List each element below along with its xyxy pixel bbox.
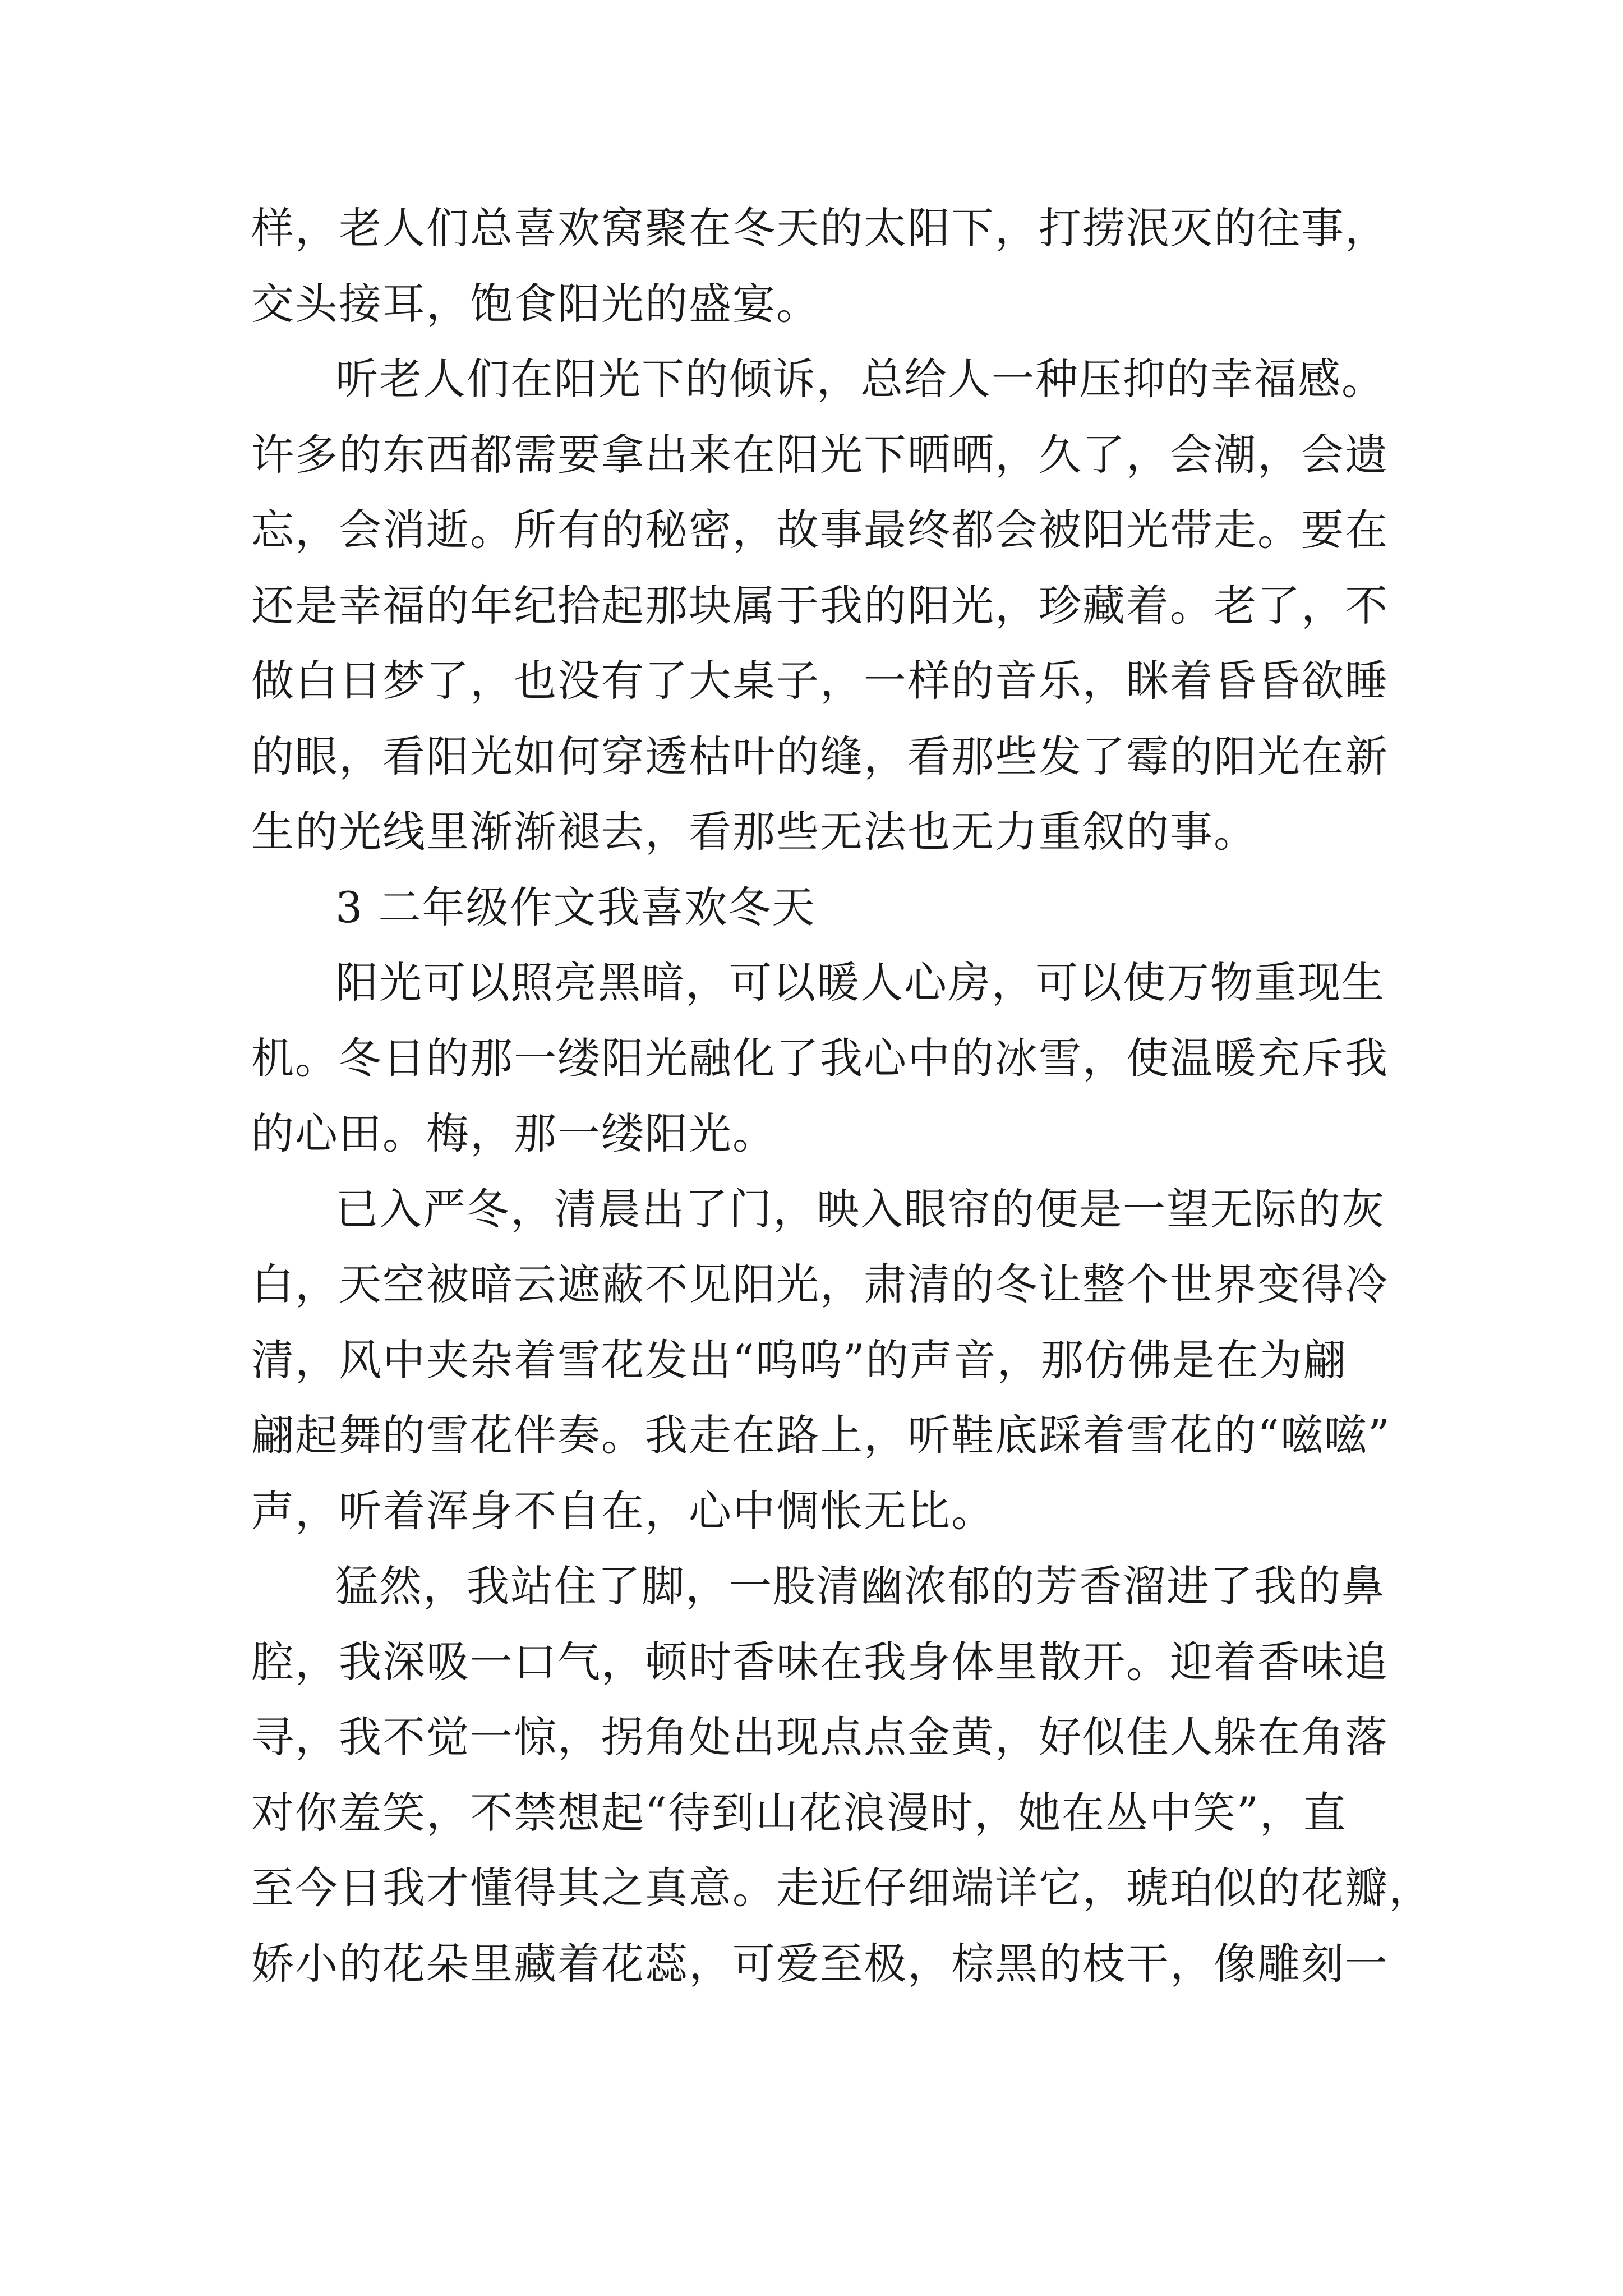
text-line: 3 二年级作文我喜欢冬天: [335, 882, 816, 932]
text-line: 许多的东西都需要拿出来在阳光下晒晒，久了，会潮，会遗: [251, 429, 1389, 480]
text-line: 的眼，看阳光如何穿透枯叶的缝，看那些发了霉的阳光在新: [251, 731, 1389, 781]
text-line: 机。冬日的那一缕阳光融化了我心中的冰雪，使温暖充斥我: [251, 1033, 1389, 1083]
text-line: 样，老人们总喜欢窝聚在冬天的太阳下，打捞泯灭的往事，: [251, 203, 1389, 253]
text-line: 清，风中夹杂着雪花发出“呜呜”的声音，那仿佛是在为翩: [251, 1335, 1347, 1385]
text-line: 已入严冬，清晨出了门，映入眼帘的便是一望无际的灰: [335, 1184, 1385, 1234]
text-line: 的心田。梅，那一缕阳光。: [251, 1108, 776, 1158]
text-line: 生的光线里渐渐褪去，看那些无法也无力重叙的事。: [251, 807, 1257, 857]
text-line: 猛然，我站住了脚，一股清幽浓郁的芳香溜进了我的鼻: [335, 1561, 1385, 1611]
text-line: 交头接耳，饱食阳光的盛宴。: [251, 278, 820, 329]
body-text: [251, 191, 1432, 2001]
text-line: 白，天空被暗云遮蔽不见阳光，肃清的冬让整个世界变得冷: [251, 1259, 1389, 1309]
text-line: 忘，会消逝。所有的秘密，故事最终都会被阳光带走。要在: [251, 505, 1389, 555]
text-line: 阳光可以照亮黑暗，可以暖人心房，可以使万物重现生: [335, 958, 1385, 1007]
text-line: 做白日梦了，也没有了大桌子，一样的音乐，眯着昏昏欲睡: [251, 656, 1389, 706]
text-line: 听老人们在阳光下的倾诉，总给人一种压抑的幸福感。: [335, 354, 1385, 404]
text-line: 至今日我才懂得其之真意。走近仔细端详它，琥珀似的花瓣，: [251, 1863, 1432, 1913]
text-line: 腔，我深吸一口气，顿时香味在我身体里散开。迎着香味追: [251, 1636, 1389, 1687]
text-line: 翩起舞的雪花伴奏。我走在路上，听鞋底踩着雪花的“嗞嗞”: [251, 1410, 1391, 1460]
text-line: 寻，我不觉一惊，拐角处出现点点金黄，好似佳人躲在角落: [251, 1712, 1389, 1762]
text-line: 还是幸福的年纪拾起那块属于我的阳光，珍藏着。老了，不: [251, 580, 1389, 631]
text-line: 娇小的花朵里藏着花蕊，可爱至极，棕黑的枝干，像雕刻一: [251, 1938, 1389, 1989]
text-line: 声，听着浑身不自在，心中惆怅无比。: [251, 1485, 995, 1536]
text-line: 对你羞笑，不禁想起“待到山花浪漫时，她在丛中笑”，直: [251, 1787, 1347, 1838]
